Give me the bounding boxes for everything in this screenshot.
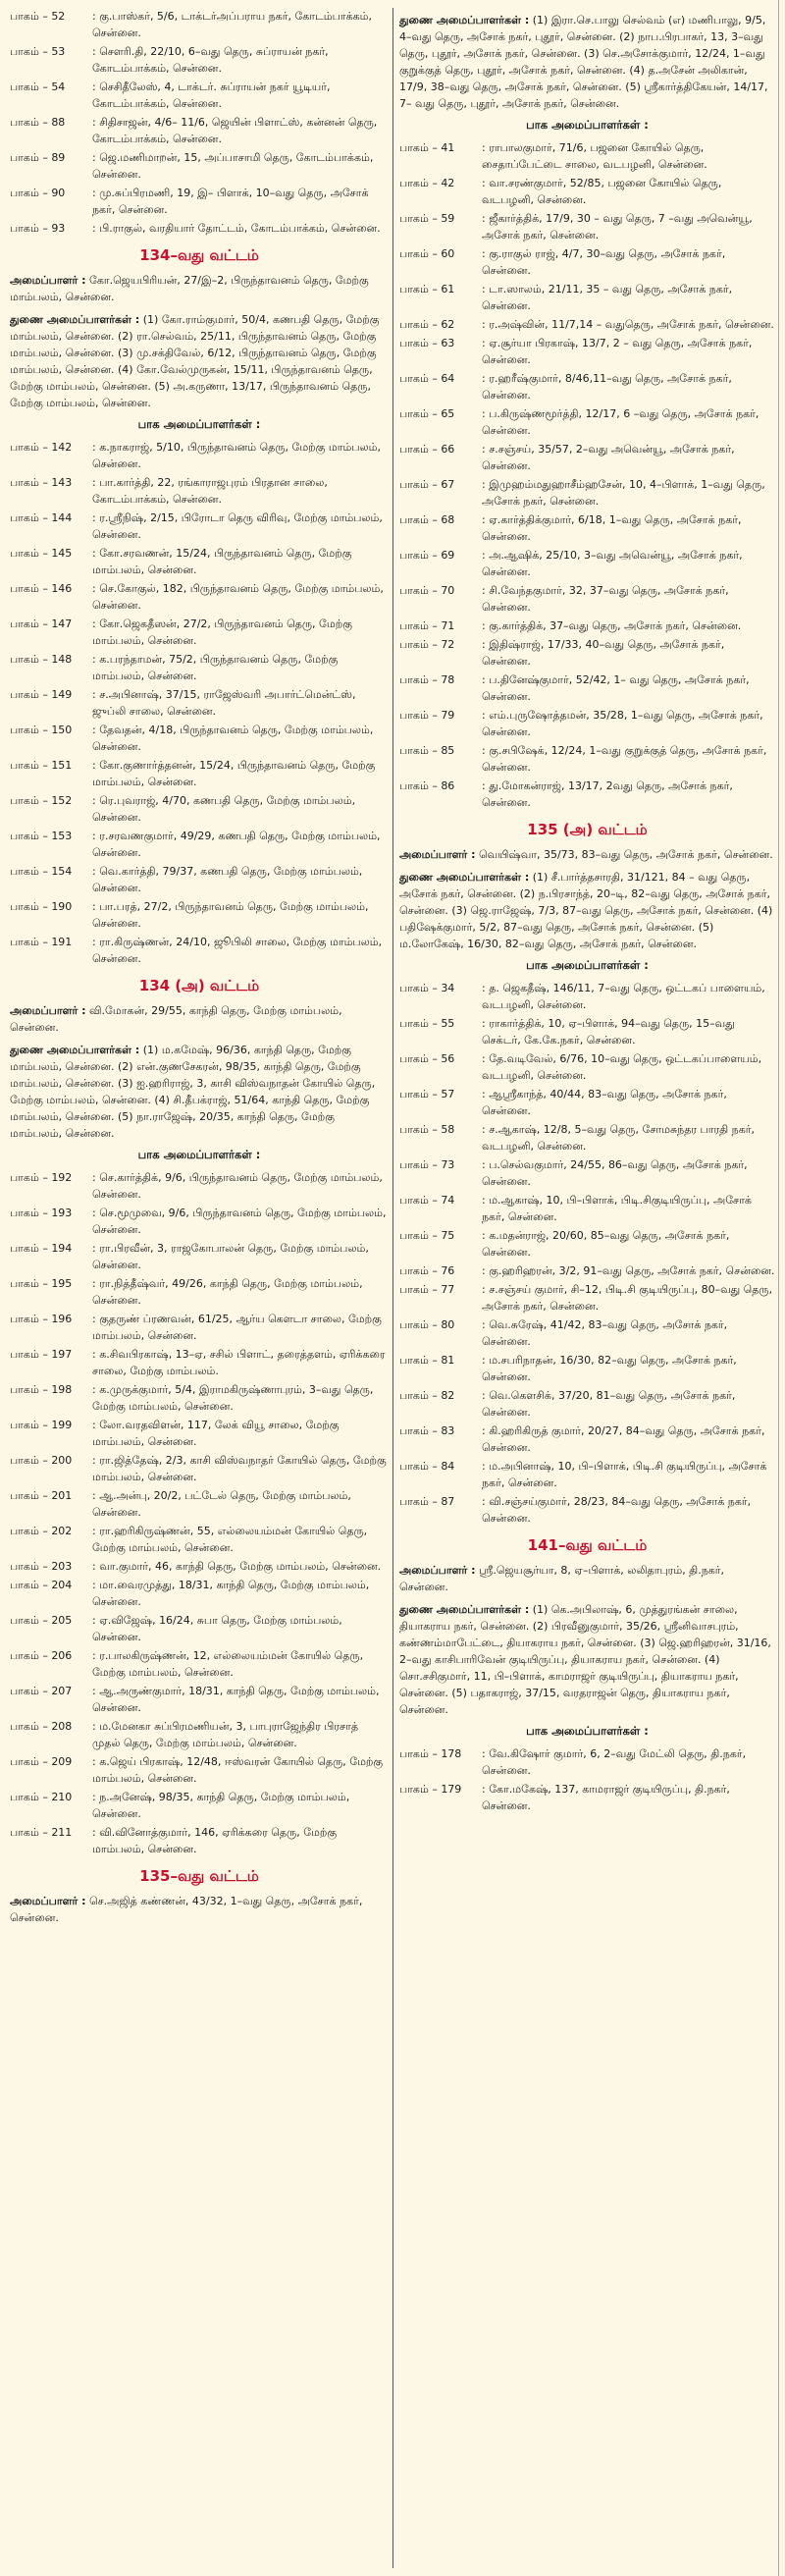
ward-134a-paga-heading: பாக அமைப்பாளர்கள் : — [137, 1148, 261, 1161]
booth-address: : எம்.புருஷோத்தமன், 35/28, 1–வது தெரு, அசோக் நகர், சென்னை. — [482, 709, 763, 738]
booth-number: பாகம் – 85 — [399, 744, 455, 757]
booth-entry — [10, 1240, 389, 1273]
booth-address: : ஆ.அன்பு, 20/2, பட்டேல் தெரு, மேற்கு மாம்பலம், சென்னை. — [92, 1489, 351, 1519]
booth-address: : செளரி.தி, 22/10, 6–வது தெரு, சுப்ராயன் நகர், கோடம்பாக்கம், சென்னை. — [92, 45, 329, 75]
booth-number: பாகம் – 152 — [10, 794, 73, 807]
booth-address: : த. ஜெகதீஷ், 146/11, 7–வது தெரு, ஒட்டகப் பாளையம், வடபழனி, சென்னை. — [482, 982, 765, 1011]
booth-number: பாகம் – 200 — [10, 1454, 73, 1467]
booth-entry — [10, 8, 389, 41]
booth-number: பாகம் – 72 — [399, 638, 455, 651]
booth-entry — [10, 1647, 389, 1681]
booth-number: பாகம் – 146 — [10, 582, 73, 595]
booth-entry — [399, 1352, 775, 1385]
booth-entry — [399, 139, 775, 173]
booth-address: : டா.ஸாலம், 21/11, 35 – வது தெரு, அசோக் நகர், சென்னை. — [482, 283, 733, 312]
booth-entry — [10, 474, 389, 508]
booth-address: : ரா.ஹரிகிருஷ்ணன், 55, எல்லையம்மன் கோயில் தெரு, மேற்கு மாம்பலம், சென்னை. — [92, 1525, 368, 1554]
booth-entry — [10, 510, 389, 543]
booth-address: : ரா.நித்தீஷ்வர், 49/26, காந்தி தெரு, மேற்கு மாம்பலம், சென்னை. — [92, 1277, 363, 1307]
booth-number: பாகம் – 179 — [399, 1783, 462, 1796]
booth-address: : கு.பாஸ்கர், 5/6, டாக்டர்அப்பராய நகர், கோடம்பாக்கம், சென்னை. — [92, 10, 373, 39]
booth-address: : ரெ.புவராஜ், 4/70, கணபதி தெரு, மேற்கு மாம்பலம், சென்னை. — [92, 794, 356, 824]
booth-entry — [10, 934, 389, 967]
booth-address: : ச.ஆகாஷ், 12/8, 5–வது தெரு, சோமசுந்தர பாரதி நகர், வடபழனி, சென்னை. — [482, 1123, 755, 1153]
booth-number: பாகம் – 90 — [10, 187, 66, 199]
booth-entry — [399, 980, 775, 1013]
ward-141-title: 141–வது வட்டம் — [527, 1536, 648, 1554]
booth-entry — [10, 1346, 389, 1379]
page-edge-rule — [778, 0, 785, 2576]
booth-entry — [399, 511, 775, 545]
ward-141-amaippalar: அமைப்பாளர் : ஸ்ரீ.ஜெயசூர்யா, 8, ஏ–பிளாக், லலிதாபுரம், தி.நகர், சென்னை. — [399, 1564, 725, 1593]
booth-address: : செ.கோகுல், 182, பிருந்தாவனம் தெரு, மேற்கு மாம்பலம், சென்னை. — [92, 582, 384, 612]
booth-number: பாகம் – 80 — [399, 1318, 455, 1331]
booth-address: : கோ.ஜெகதீஸன், 27/2, பிருந்தாவனம் தெரு, மேற்கு மாம்பலம், சென்னை. — [92, 617, 352, 647]
booth-address: : அ.ஆஷிக், 25/10, 3–வது அவென்யூ, அசோக் நகர், சென்னை. — [482, 549, 743, 578]
booth-address: : ச.சஞ்சய் குமார், சி–12, பிடி.சி குடியிருப்பு, 80–வது தெரு, அசோக் நகர், சென்னை. — [482, 1283, 773, 1313]
booth-number: பாகம் – 63 — [399, 337, 455, 349]
booth-number: பாகம் – 79 — [399, 709, 455, 722]
ward-134-entries — [10, 439, 389, 967]
booth-entry — [10, 616, 389, 649]
booth-address: : ந.அனேஷ், 98/35, காந்தி தெரு, மேற்கு மாம்பலம், சென்னை. — [92, 1791, 350, 1820]
booth-address: : வே.கிஷோர் குமார், 6, 2–வது மேட்லி தெரு, தி.நகர், சென்னை. — [482, 1747, 747, 1777]
booth-address: : ரா.ஜித்தேஷ், 2/3, காசி விஸ்வநாதர் கோயில் தெரு, மேற்கு மாம்பலம், சென்னை. — [92, 1454, 387, 1483]
booth-entry — [10, 1558, 389, 1575]
booth-address: : பா.பரத், 27/2, பிருந்தாவனம் தெரு, மேற்கு மாம்பலம், சென்னை. — [92, 900, 369, 930]
booth-entry — [10, 757, 389, 790]
ward-141-thunai: துணை அமைப்பாளர்கள் : (1) கெ.அபிலாஷ், 6, முத்துரங்கன் சாலை, தியாகராய நகர், சென்னை. (2) பிரவீனுகுமார், 35/26, ஸ்ரீனிவாசபுரம், கண்ணம்மாபேட்டை, தியாகராய நகர், சென்னை. (3) ஜெ.ஹரிஹரன், 31/16, 2–வது காசிபாரிவேன் குடியிருப்பு, தியாகராய நகர், சென்னை. (4) சொ.சசிகுமார், 11, பி–பிளாக், காமராஜர் குடியிருப்பு, தியாகராய நகர், சென்னை. (5) பதாகராஜ், 37/15, வரதராஜன் தெரு, தியாகராய நகர், சென்னை. — [399, 1603, 771, 1716]
booth-entry — [10, 43, 389, 77]
booth-number: பாகம் – 86 — [399, 779, 455, 792]
booth-entry — [399, 582, 775, 616]
ward-134a-thunai: துணை அமைப்பாளர்கள் : (1) ம.கமேஷ், 96/36, காந்தி தெரு, மேற்கு மாம்பலம், சென்னை. (2) என்.குணசேகரன், 98/35, காந்தி தெரு, மேற்கு மாம்பலம், சென்னை. (3) ஐ.ஹரிராஜ், 3, காசி விஸ்வநாதன் கோயில் தெரு, மேற்கு மாம்பலம், சென்னை. (4) சி.தீபக்ராஜ், 51/64, காந்தி தெரு, மேற்கு மாம்பலம், சென்னை. (5) நா.ராஜேஷ், 20/35, காந்தி தெரு, மேற்கு மாம்பலம், சென்னை. — [10, 1044, 376, 1140]
booth-address: : க.முருக்குமார், 5/4, இராமகிருஷ்ணாபுரம், 3–வது தெரு, மேற்கு மாம்பலம், சென்னை. — [92, 1383, 374, 1413]
booth-entry — [10, 1169, 389, 1203]
ward-134a-amaippalar: அமைப்பாளர் : வி.மோகன், 29/55, காந்தி தெரு, மேற்கு மாம்பலம், சென்னை. — [10, 1004, 342, 1034]
booth-number: பாகம் – 82 — [399, 1389, 455, 1402]
booth-entry — [10, 651, 389, 684]
booth-address: : ம.அபினாஷ், 10, பி–பிளாக், பிடி.சி குடியிருப்பு, அசோக் நகர், சென்னை. — [482, 1460, 767, 1489]
booth-number: பாகம் – 203 — [10, 1560, 73, 1573]
booth-address: : ப.கிருஷ்ணமூர்த்தி, 12/17, 6 –வது தெரு, அசோக் நகர், சென்னை. — [482, 407, 759, 437]
booth-address: : க.பரந்தாமன், 75/2, பிருந்தாவனம் தெரு, மேற்கு மாம்பலம், சென்னை. — [92, 653, 339, 682]
booth-number: பாகம் – 70 — [399, 584, 455, 597]
booth-number: பாகம் – 143 — [10, 476, 73, 489]
booth-address: : ர.அஷ்வின், 11/7,14 – வதுதெரு, அசோக் நகர், சென்னை. — [482, 318, 774, 331]
booth-address: : ஏ.கார்த்திக்குமார், 6/18, 1–வது தெரு, அசோக் நகர், சென்னை. — [482, 513, 742, 543]
booth-address: : ரா.கிருஷ்ணன், 24/10, ஜூபிலி சாலை, மேற்கு மாம்பலம், சென்னை. — [92, 936, 383, 965]
booth-entry — [10, 1487, 389, 1521]
booth-number: பாகம் – 89 — [10, 151, 66, 164]
booth-address: : ம.ஆகாஷ், 10, பி–பிளாக், பிடி.சிகுடியிருப்பு, அசோக் நகர், சென்னை. — [482, 1194, 752, 1223]
booth-number: பாகம் – 76 — [399, 1264, 455, 1277]
booth-number: பாகம் – 147 — [10, 617, 73, 630]
booth-entry — [10, 1205, 389, 1238]
booth-entry — [399, 1458, 775, 1491]
booth-number: பாகம் – 77 — [399, 1283, 455, 1296]
booth-number: பாகம் – 145 — [10, 547, 73, 560]
booth-number: பாகம் – 202 — [10, 1525, 73, 1537]
booth-number: பாகம் – 62 — [399, 318, 455, 331]
booth-address: : க.மதன்ராஜ், 20/60, 85–வது தெரு, அசோக் நகர், சென்னை. — [482, 1229, 730, 1259]
booth-entry — [399, 1156, 775, 1190]
booth-address: : ர.சரவணகுமார், 49/29, கணபதி தெரு, மேற்கு மாம்பலம், சென்னை. — [92, 830, 381, 859]
booth-address: : ஜீகார்த்திக், 17/9, 30 – வது தெரு, 7 –வது அவென்யூ, அசோக் நகர், சென்னை. — [482, 212, 753, 242]
booth-entry — [10, 828, 389, 861]
booth-entry — [399, 281, 775, 314]
booth-address: : கோ.சரவணன், 15/24, பிருந்தாவனம் தெரு, மேற்கு மாம்பலம், சென்னை. — [92, 547, 352, 576]
booth-entry — [10, 1577, 389, 1610]
booth-address: : ம.சபரிநாதன், 16/30, 82–வது தெரு, அசோக் நகர், சென்னை. — [482, 1354, 737, 1383]
booth-address: : கோ.மகேஷ், 137, காமராஜர் குடியிருப்பு, தி.நகர், சென்னை. — [482, 1783, 730, 1812]
booth-entry — [399, 476, 775, 510]
booth-entry — [399, 316, 775, 333]
booth-entry — [399, 335, 775, 368]
booth-entry — [399, 1781, 775, 1814]
ward-134a-entries — [10, 1169, 389, 1857]
booth-entry — [399, 707, 775, 740]
booth-number: பாகம் – 209 — [10, 1755, 73, 1768]
booth-number: பாகம் – 193 — [10, 1207, 73, 1219]
ward-135-entries — [399, 139, 775, 811]
booth-number: பாகம் – 196 — [10, 1313, 73, 1325]
booth-entry — [399, 547, 775, 580]
booth-address: : க.சிவபிரகாஷ், 13–ஏ, சசில் பிளாட், தரைத்தளம், ஏரிக்கரை சாலை, மேற்கு மாம்பலம். — [92, 1348, 386, 1377]
booth-number: பாகம் – 198 — [10, 1383, 73, 1396]
booth-entry — [10, 79, 389, 112]
booth-entry — [399, 1086, 775, 1119]
booth-number: பாகம் – 206 — [10, 1649, 73, 1662]
booth-entry — [399, 1493, 775, 1527]
booth-number: பாகம் – 34 — [399, 982, 455, 994]
booth-address: : வி.வினோத்குமார், 146, ஏரிக்கரை தெரு, மேற்கு மாம்பலம், சென்னை. — [92, 1826, 338, 1855]
booth-entry — [10, 1417, 389, 1450]
booth-address: : ரா.பிரவீன், 3, ராஜகோபாலன் தெரு, மேற்கு மாம்பலம், சென்னை. — [92, 1242, 369, 1271]
booth-number: பாகம் – 148 — [10, 653, 73, 666]
booth-number: பாகம் – 195 — [10, 1277, 73, 1290]
booth-entry — [10, 545, 389, 578]
booth-number: பாகம் – 142 — [10, 441, 73, 454]
booth-number: பாகம் – 83 — [399, 1424, 455, 1437]
booth-entry — [399, 370, 775, 403]
ward-135a-paga-heading: பாக அமைப்பாளர்கள் : — [526, 958, 649, 972]
booth-address: : மு.சுப்பிரமணி, 19, இ– பிளாக், 10–வது தெரு, அசோக் நகர், சென்னை. — [92, 187, 369, 216]
booth-address: : ர.ஹரீஷ்குமார், 8/46,11–வது தெரு, அசோக் நகர், சென்னை. — [482, 372, 732, 402]
booth-entry — [399, 1422, 775, 1456]
booth-address: : செ.கார்த்திக், 9/6, பிருந்தாவனம் தெரு, மேற்கு மாம்பலம், சென்னை. — [92, 1171, 383, 1201]
booth-address: : தே.வடிவேல், 6/76, 10–வது தெரு, ஒட்டகப்பாளையம், வடபழனி, சென்னை. — [482, 1052, 762, 1082]
booth-entry — [399, 636, 775, 670]
ward-134-thunai: துணை அமைப்பாளர்கள் : (1) கோ.ராம்குமார், 50/4, கணபதி தெரு, மேற்கு மாம்பலம், சென்னை. (2) ரா.செல்வம், 25/11, பிருந்தாவனம் தெரு, மேற்கு மாம்பலம், சென்னை. (3) மு.சக்திவேல், 6/12, பிருந்தாவனம் தெரு, மேற்கு மாம்பலம், சென்னை. (4) கோ.வேல்முருகன், 15/11, பிருந்தாவனம் தெரு, மேற்கு மாம்பலம், சென்னை. (5) அ.கருணா, 13/17, பிருந்தாவனம் தெரு, மேற்கு மாம்பலம், சென்னை. — [10, 313, 380, 409]
booth-entry — [399, 1316, 775, 1350]
booth-entry — [399, 778, 775, 811]
booth-number: பாகம் – 53 — [10, 45, 66, 58]
ward-135-thunai: துணை அமைப்பாளர்கள் : (1) இரா.செ.பாலு செல்வம் (எ) மணிபாலு, 9/5, 4–வது தெரு, அசோக் நகர், புதூர், சென்னை. (2) நாப.பிரபாகர், 13, 3–வது தெரு, புதூர், அசோக் நகர், சென்னை. (3) செ.அசோக்குமார், 12/24, 1–வது குறுக்குத் தெரு, புதூர், அசோக் நகர், சென்னை. (4) த.அசேன் அலிகான், 17/9, 38–வது தெரு, அசோக் நகர், சென்னை. (5) ஸ்ரீகார்த்திகேயன், 14/17, 7– வது தெரு, புதூர், அசோக் நகர், சென்னை. — [399, 14, 768, 110]
booth-number: பாகம் – 144 — [10, 511, 73, 524]
booth-entry — [399, 1227, 775, 1261]
booth-address: : இமுஹம்மதுஹாசீம்ஹசேன், 10, 4–பிளாக், 1–வது தெரு, அசோக் நகர், சென்னை. — [482, 478, 765, 508]
booth-address: : ராகார்த்திக், 10, ஏ–பிளாக், 94–வது தெரு, 15–வது செக்டர், கே.கே.நகர், சென்னை. — [482, 1017, 735, 1046]
booth-number: பாகம் – 66 — [399, 443, 455, 456]
booth-entry — [399, 617, 775, 634]
booth-entry — [10, 1753, 389, 1787]
booth-address: : பி.ராகுல், வரதியார் தோட்டம், கோடம்பாக்கம், சென்னை. — [92, 222, 381, 235]
booth-number: பாகம் – 55 — [399, 1017, 455, 1030]
booth-entry — [10, 863, 389, 896]
booth-address: : குதருண் ப்ரணவன், 61/25, ஆர்ய கௌடா சாலை, மேற்கு மாம்பலம், சென்னை. — [92, 1313, 382, 1342]
booth-entry — [10, 1789, 389, 1822]
booth-address: : ஜெ.மணிமாறன், 15, அப்பாசாமி தெரு, கோடம்பாக்கம், சென்னை. — [92, 151, 374, 181]
booth-address: : ஏ.விஜேஷ், 16/24, சுபா தெரு, மேற்கு மாம்பலம், சென்னை. — [92, 1614, 342, 1643]
booth-number: பாகம் – 197 — [10, 1348, 73, 1361]
booth-address: : து.மோகன்ராஜ், 13/17, 2வது தெரு, அசோக் நகர், சென்னை. — [482, 779, 733, 809]
booth-number: பாகம் – 84 — [399, 1460, 455, 1473]
booth-entry — [399, 1387, 775, 1421]
booth-number: பாகம் – 149 — [10, 688, 73, 701]
booth-entry — [399, 245, 775, 279]
ward-134a-title: 134 (அ) வட்டம் — [138, 977, 260, 994]
booth-number: பாகம் – 211 — [10, 1826, 73, 1839]
booth-number: பாகம் – 73 — [399, 1158, 455, 1171]
booth-entry — [10, 1381, 389, 1415]
booth-address: : ச.சஞ்சய், 35/57, 2–வது அவென்யூ, அசோக் நகர், சென்னை. — [482, 443, 735, 472]
booth-address: : பா.கார்த்தி, 22, ரங்காராஜபுரம் பிரதான சாலை, கோடம்பாக்கம், சென்னை. — [92, 476, 328, 506]
booth-entry — [399, 1281, 775, 1315]
booth-address: : வா.சரண்குமார், 52/85, பஜனை கோயில் தெரு, வடபழனி, சென்னை. — [482, 177, 722, 206]
left-column — [10, 8, 392, 2568]
booth-number: பாகம் – 69 — [399, 549, 455, 562]
booth-entry — [10, 1452, 389, 1485]
booth-number: பாகம் – 153 — [10, 830, 73, 842]
booth-entry — [399, 671, 775, 705]
booth-number: பாகம் – 64 — [399, 372, 455, 385]
booth-entry — [399, 1262, 775, 1279]
booth-address: : ச.அபினாஷ், 37/15, ராஜேஸ்வரி அபார்ட்மென்ட்ஸ், ஜுப்லி சாலை, சென்னை. — [92, 688, 356, 718]
ward-134-paga-heading: பாக அமைப்பாளர்கள் : — [137, 417, 261, 431]
booth-number: பாகம் – 65 — [399, 407, 455, 420]
booth-entry — [10, 1683, 389, 1716]
booth-number: பாகம் – 194 — [10, 1242, 73, 1255]
booth-entry — [10, 439, 389, 472]
booth-entry — [10, 1824, 389, 1857]
booth-number: பாகம் – 150 — [10, 724, 73, 736]
booth-address: : வெ.சுரேஷ், 41/42, 83–வது தெரு, அசோக் நகர், சென்னை. — [482, 1318, 728, 1348]
booth-number: பாகம் – 151 — [10, 759, 73, 772]
booth-address: : கோ.குணார்த்தனன், 15/24, பிருந்தாவனம் தெரு, மேற்கு மாம்பலம், சென்னை. — [92, 759, 376, 788]
booth-number: பாகம் – 205 — [10, 1614, 73, 1627]
booth-number: பாகம் – 71 — [399, 619, 455, 632]
booth-entry — [10, 580, 389, 614]
booth-address: : கு.ராகுல் ராஜ், 4/7, 30–வது தெரு, அசோக் நகர், சென்னை. — [482, 247, 726, 277]
booth-address: : வெ.கெளசிக், 37/20, 81–வது தெரு, அசோக் நகர், சென்னை. — [482, 1389, 736, 1419]
booth-address: : க.நாகராஜ், 5/10, பிருந்தாவனம் தெரு, மேற்கு மாம்பலம், சென்னை. — [92, 441, 381, 470]
booth-entry — [399, 405, 775, 439]
ward-141-paga-heading: பாக அமைப்பாளர்கள் : — [526, 1724, 649, 1738]
booth-entry — [10, 1718, 389, 1751]
booth-address: : இதிஷ்ராஜ், 17/33, 40–வது தெரு, அசோக் நகர், சென்னை. — [482, 638, 725, 668]
booth-entry — [399, 1015, 775, 1048]
booth-address: : தேவதன், 4/18, பிருந்தாவனம் தெரு, மேற்கு மாம்பலம், சென்னை. — [92, 724, 374, 753]
booth-entry — [10, 185, 389, 218]
booth-number: பாகம் – 67 — [399, 478, 455, 491]
ward-135-title: 135–வது வட்டம் — [139, 1867, 259, 1885]
booth-address: : ஆ.அருண்குமார், 18/31, காந்தி தெரு, மேற்கு மாம்பலம், சென்னை. — [92, 1685, 380, 1714]
booth-address: : மா.வைரமுத்து, 18/31, காந்தி தெரு, மேற்கு மாம்பலம், சென்னை. — [92, 1579, 370, 1608]
ward-134-amaippalar: அமைப்பாளர் : கோ.ஜெயபிரியன், 27/இ–2, பிருந்தாவனம் தெரு, மேற்கு மாம்பலம், சென்னை. — [10, 274, 369, 303]
newspaper-page — [10, 8, 775, 2568]
booth-number: பாகம் – 210 — [10, 1791, 73, 1803]
booth-address: : ப.செல்வகுமார், 24/55, 86–வது தெரு, அசோக் நகர், சென்னை. — [482, 1158, 748, 1188]
booth-number: பாகம் – 41 — [399, 141, 455, 154]
booth-number: பாகம் – 88 — [10, 116, 66, 129]
booth-address: : செசிதீலேஸ், 4, டாக்டர். சுப்ராயன் நகர் யூடியர், கோடம்பாக்கம், சென்னை. — [92, 80, 331, 110]
booth-number: பாகம் – 191 — [10, 936, 73, 948]
booth-number: பாகம் – 57 — [399, 1088, 455, 1100]
booth-address: : லோ.வரதவிளன், 117, லேக் வியூ சாலை, மேற்கு மாம்பலம், சென்னை. — [92, 1419, 340, 1448]
booth-address: : செ.மூமுவை, 9/6, பிருந்தாவனம் தெரு, மேற்கு மாம்பலம், சென்னை. — [92, 1207, 387, 1236]
booth-entry — [399, 1745, 775, 1779]
booth-address: : ஏ.சூர்யா பிரகாஷ், 13/7, 2 – வது தெரு, அசோக் நகர், சென்னை. — [482, 337, 753, 366]
booth-address: : வா.குமார், 46, காந்தி தெரு, மேற்கு மாம்பலம், சென்னை. — [92, 1560, 382, 1573]
booth-entry — [10, 898, 389, 932]
booth-number: பாகம் – 93 — [10, 222, 66, 235]
ward-135-amaippalar: அமைப்பாளர் : செ.அஜித் கண்ணன், 43/32, 1–வது தெரு, அசோக் நகர், சென்னை. — [10, 1895, 363, 1924]
booth-number: பாகம் – 59 — [399, 212, 455, 225]
booth-entry — [399, 210, 775, 243]
booth-address: : கு.சபிஷேக், 12/24, 1–வது குறுக்குத் தெரு, அசோக் நகர், சென்னை. — [482, 744, 767, 774]
ward-135a-thunai: துணை அமைப்பாளர்கள் : (1) சீ.பார்த்தசாரதி, 31/121, 84 – வது தெரு, அசோக் நகர், சென்னை. (2) ந.பிரசாந்த், 20–டி, 82–வது தெரு, அசோக் நகர், சென்னை. (3) ஜெ.ராஜேஷ், 7/3, 87–வது தெரு, அசோக் நகர், சென்னை. (4) பதிஷேக்குமார், 5/2, 87–வது தெரு, அசோக் நகர், சென்னை. (5) ம.லோகேஷ், 16/30, 82–வது தெரு, அசோக் நகர், சென்னை. — [399, 871, 773, 950]
booth-number: பாகம் – 81 — [399, 1354, 455, 1367]
booth-address: : கி.ஹரிகிருத் குமார், 20/27, 84–வது தெரு, அசோக் நகர், சென்னை. — [482, 1424, 765, 1454]
booth-number: பாகம் – 60 — [399, 247, 455, 260]
booth-entry — [10, 722, 389, 755]
top-entries — [10, 8, 389, 237]
booth-entry — [10, 686, 389, 720]
booth-number: பாகம் – 68 — [399, 513, 455, 526]
booth-entry — [10, 1311, 389, 1344]
booth-number: பாகம் – 204 — [10, 1579, 73, 1591]
booth-number: பாகம் – 207 — [10, 1685, 73, 1697]
booth-address: : வி.சஞ்சய்குமார், 28/23, 84–வது தெரு, அசோக் நகர், சென்னை. — [482, 1495, 752, 1525]
booth-entry — [399, 742, 775, 776]
booth-address: : வெ.கார்த்தி, 79/37, கணபதி தெரு, மேற்கு மாம்பலம், சென்னை. — [92, 865, 363, 894]
booth-number: பாகம் – 52 — [10, 10, 66, 23]
booth-number: பாகம் – 201 — [10, 1489, 73, 1502]
booth-number: பாகம் – 58 — [399, 1123, 455, 1136]
booth-number: பாகம் – 208 — [10, 1720, 73, 1733]
booth-address: : ர.ஸ்ரீநிஷ், 2/15, பிரோடா தெரு விரிவு, மேற்கு மாம்பலம், சென்னை. — [92, 511, 383, 541]
ward-135a-amaippalar: அமைப்பாளர் : வெயிஷ்வா, 35/73, 83–வது தெரு, அசோக் நகர், சென்னை. — [399, 848, 773, 861]
booth-address: : சி.வேந்தகுமார், 32, 37–வது தெரு, அசோக் நகர், சென்னை. — [482, 584, 729, 614]
booth-entry — [10, 114, 389, 147]
booth-entry — [10, 1523, 389, 1556]
booth-entry — [399, 1050, 775, 1084]
booth-address: : ராபாலகுமார், 71/6, பஜனை கோயில் தெரு, சைதாப்பேட்டை சாலை, வடபழனி, சென்னை. — [482, 141, 707, 171]
ward-135a-entries — [399, 980, 775, 1527]
booth-number: பாகம் – 154 — [10, 865, 73, 878]
booth-entry — [10, 220, 389, 237]
booth-number: பாகம் – 56 — [399, 1052, 455, 1065]
booth-address: : சிதிசாஜன், 4/6– 11/6, ஜெயின் பிளாட்ஸ், கன்னன் தெரு, கோடம்பாக்கம், சென்னை. — [92, 116, 378, 145]
booth-address: : ப.தினேஷ்குமார், 52/42, 1– வது தெரு, அசோக் நகர், சென்னை. — [482, 673, 750, 703]
booth-entry — [399, 175, 775, 208]
booth-number: பாகம் – 61 — [399, 283, 455, 295]
right-column — [392, 8, 775, 2568]
ward-135a-title: 135 (அ) வட்டம் — [527, 821, 648, 838]
booth-number: பாகம் – 42 — [399, 177, 455, 189]
ward-135-paga-heading: பாக அமைப்பாளர்கள் : — [526, 118, 649, 132]
booth-number: பாகம் – 178 — [399, 1747, 462, 1760]
booth-entry — [10, 1275, 389, 1309]
booth-number: பாகம் – 87 — [399, 1495, 455, 1508]
booth-address: : கு.ஹரிஹரன், 3/2, 91–வது தெரு, அசோக் நகர், சென்னை. — [482, 1264, 775, 1277]
booth-address: : க.ஜெய் பிரகாஷ், 12/48, ஈஸ்வரன் கோயில் தெரு, மேற்கு மாம்பலம், சென்னை. — [92, 1755, 384, 1785]
booth-number: பாகம் – 199 — [10, 1419, 73, 1431]
booth-number: பாகம் – 192 — [10, 1171, 73, 1184]
booth-number: பாகம் – 74 — [399, 1194, 455, 1207]
booth-number: பாகம் – 190 — [10, 900, 73, 913]
booth-entry — [10, 792, 389, 826]
booth-number: பாகம் – 78 — [399, 673, 455, 686]
booth-entry — [399, 441, 775, 474]
booth-address: : ஆஸ்ரீகாந்த், 40/44, 83–வது தெரு, அசோக் நகர், சென்னை. — [482, 1088, 727, 1117]
booth-number: பாகம் – 75 — [399, 1229, 455, 1242]
booth-entry — [399, 1192, 775, 1225]
booth-address: : ர.பாலகிருஷ்ணன், 12, எல்லையம்மன் கோயில் தெரு, மேற்கு மாம்பலம், சென்னை. — [92, 1649, 364, 1679]
booth-entry — [399, 1121, 775, 1154]
booth-entry — [10, 1612, 389, 1645]
booth-address: : ம.மேனகா சுப்பிரமணியன், 3, பாபுராஜேந்திர பிரசாத் முதல் தெரு, மேற்கு மாம்பலம், சென்னை. — [92, 1720, 359, 1749]
booth-number: பாகம் – 54 — [10, 80, 66, 93]
ward-134-title: 134–வது வட்டம் — [139, 246, 259, 264]
booth-entry — [10, 149, 389, 183]
ward-141-entries — [399, 1745, 775, 1814]
booth-address: : கு.கார்த்திக், 37–வது தெரு, அசோக் நகர், சென்னை. — [482, 619, 742, 632]
